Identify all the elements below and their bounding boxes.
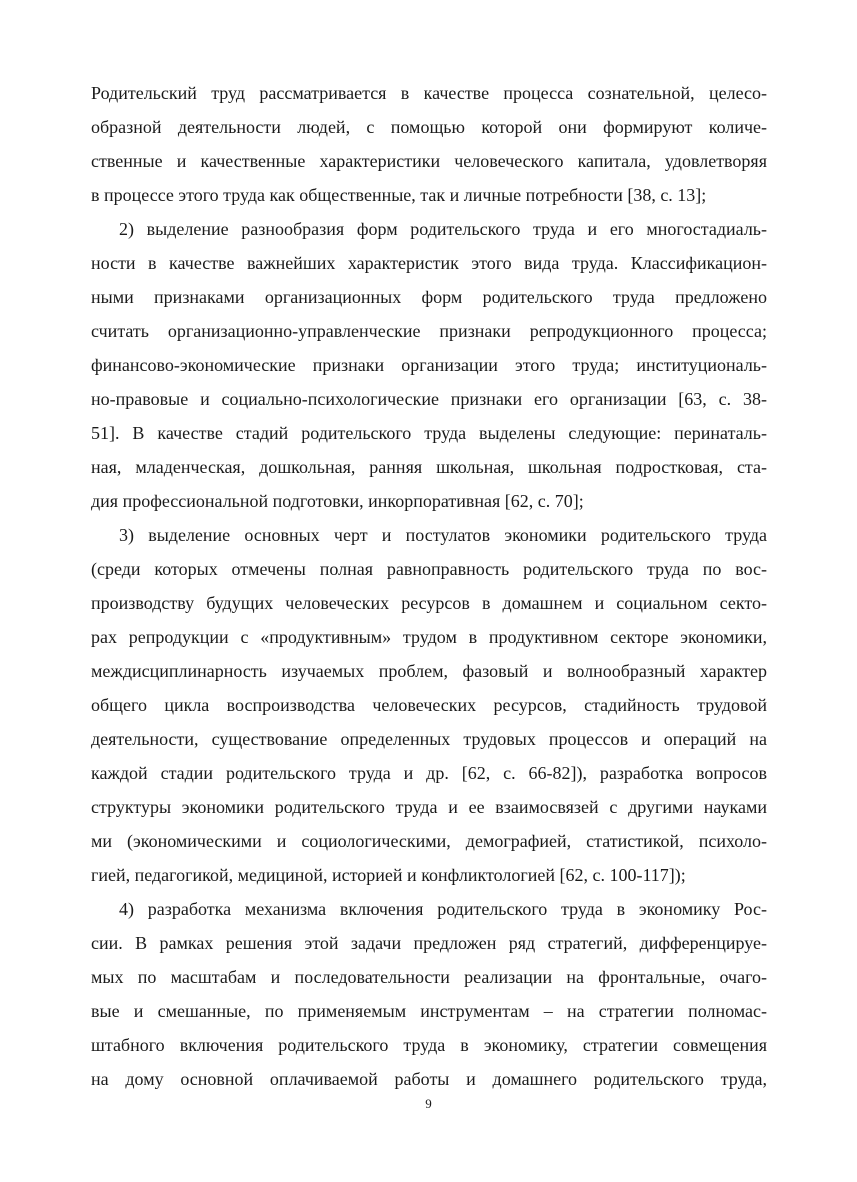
text-line: вые и смешанные, по применяемым инструментам – на стратегии полномас- bbox=[91, 1001, 767, 1021]
text-line: (среди которых отмечены полная равноправность родительского труда по вос- bbox=[91, 559, 767, 579]
text-line: ная, младенческая, дошкольная, ранняя школьная, школьная подростковая, ста- bbox=[91, 457, 767, 477]
text-line: мых по масштабам и последовательности реализации на фронтальные, очаго- bbox=[91, 967, 767, 987]
text-line: междисциплинарность изучаемых проблем, фазовый и волнообразный характер bbox=[91, 661, 767, 681]
text-line: ственные и качественные характеристики человеческого капитала, удовлетворяя bbox=[91, 151, 767, 171]
text-line: 3) выделение основных черт и постулатов экономики родительского труда bbox=[119, 525, 767, 545]
text-line: рах репродукции с «продуктивным» трудом в продуктивном секторе экономики, bbox=[91, 627, 767, 647]
text-line: в процессе этого труда как общественные, так и личные потребности [38, с. 13]; bbox=[91, 185, 707, 205]
text-line: каждой стадии родительского труда и др. [62, с. 66-82]), разработка вопросов bbox=[91, 763, 767, 783]
text-line: производству будущих человеческих ресурсов в домашнем и социальном секто- bbox=[91, 593, 767, 613]
text-line: структуры экономики родительского труда и ее взаимосвязей с другими науками bbox=[91, 797, 767, 817]
text-line: финансово-экономические признаки организации этого труда; институциональ- bbox=[91, 355, 767, 375]
text-line: 2) выделение разнообразия форм родительского труда и его многостадиаль- bbox=[119, 219, 767, 239]
text-line: дия профессиональной подготовки, инкорпоративная [62, с. 70]; bbox=[91, 491, 584, 511]
text-line: но-правовые и социально-психологические признаки его организации [63, с. 38- bbox=[91, 389, 767, 409]
text-line: общего цикла воспроизводства человеческих ресурсов, стадийность трудовой bbox=[91, 695, 767, 715]
body-text bbox=[91, 76, 767, 1096]
page-number: 9 bbox=[425, 1096, 432, 1111]
text-line: ными признаками организационных форм родительского труда предложено bbox=[91, 287, 767, 307]
text-line: считать организационно-управленческие признаки репродукционного процесса; bbox=[91, 321, 767, 341]
text-line: 51]. В качестве стадий родительского труда выделены следующие: перинаталь- bbox=[91, 423, 767, 443]
text-line: штабного включения родительского труда в экономику, стратегии совмещения bbox=[91, 1035, 767, 1055]
text-line: ности в качестве важнейших характеристик этого вида труда. Классификацион- bbox=[91, 253, 767, 273]
text-line: на дому основной оплачиваемой работы и домашнего родительского труда, bbox=[91, 1069, 767, 1089]
text-line: Родительский труд рассматривается в качестве процесса сознательной, целесо- bbox=[91, 83, 767, 103]
text-line: 4) разработка механизма включения родительского труда в экономику Рос- bbox=[119, 899, 767, 919]
text-line: образной деятельности людей, с помощью которой они формируют количе- bbox=[91, 117, 767, 137]
text-line: гией, педагогикой, медициной, историей и конфликтологией [62, с. 100-117]); bbox=[91, 865, 686, 885]
text-line: сии. В рамках решения этой задачи предложен ряд стратегий, дифференцируе- bbox=[91, 933, 767, 953]
text-line: ми (экономическими и социологическими, демографией, статистикой, психоло- bbox=[91, 831, 767, 851]
text-line: деятельности, существование определенных трудовых процессов и операций на bbox=[91, 729, 767, 749]
